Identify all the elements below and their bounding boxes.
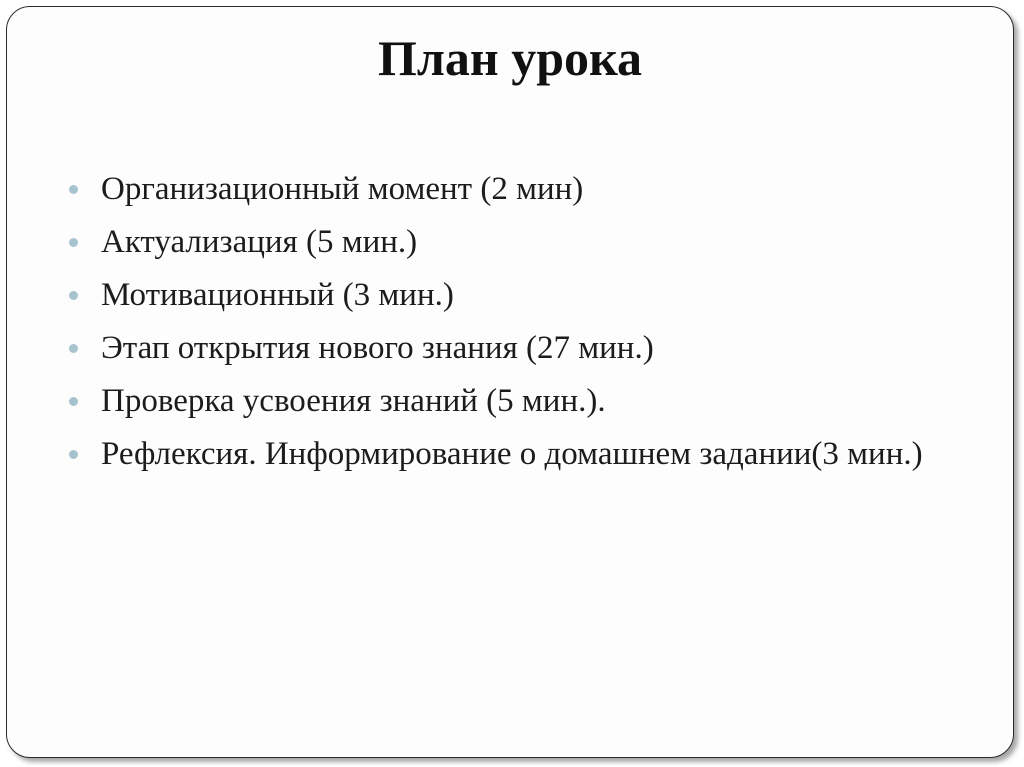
bullet-icon	[69, 238, 78, 247]
slide-title: План урока	[377, 30, 643, 86]
list-item-text: Актуализация (5 мин.)	[101, 224, 418, 260]
list-item-text: Проверка усвоения знаний (5 мин.).	[101, 383, 606, 419]
list-item	[67, 381, 967, 422]
lesson-plan-list	[67, 169, 967, 487]
list-item	[67, 275, 967, 316]
list-item	[67, 434, 967, 475]
list-item	[67, 222, 967, 263]
slide-frame	[6, 6, 1014, 758]
bullet-icon	[69, 397, 78, 406]
bullet-icon	[69, 450, 78, 459]
list-item-text: Этап открытия нового знания (27 мин.)	[101, 330, 654, 366]
bullet-icon	[69, 291, 78, 300]
list-item	[67, 169, 967, 210]
list-item-text: Организационный момент (2 мин)	[101, 171, 584, 207]
bullet-icon	[69, 185, 78, 194]
list-item	[67, 328, 967, 369]
list-item-text: Мотивационный (3 мин.)	[101, 277, 454, 313]
bullet-icon	[69, 344, 78, 353]
list-item-text: Рефлексия. Информирование о домашнем задании(3 мин.)	[101, 436, 923, 472]
